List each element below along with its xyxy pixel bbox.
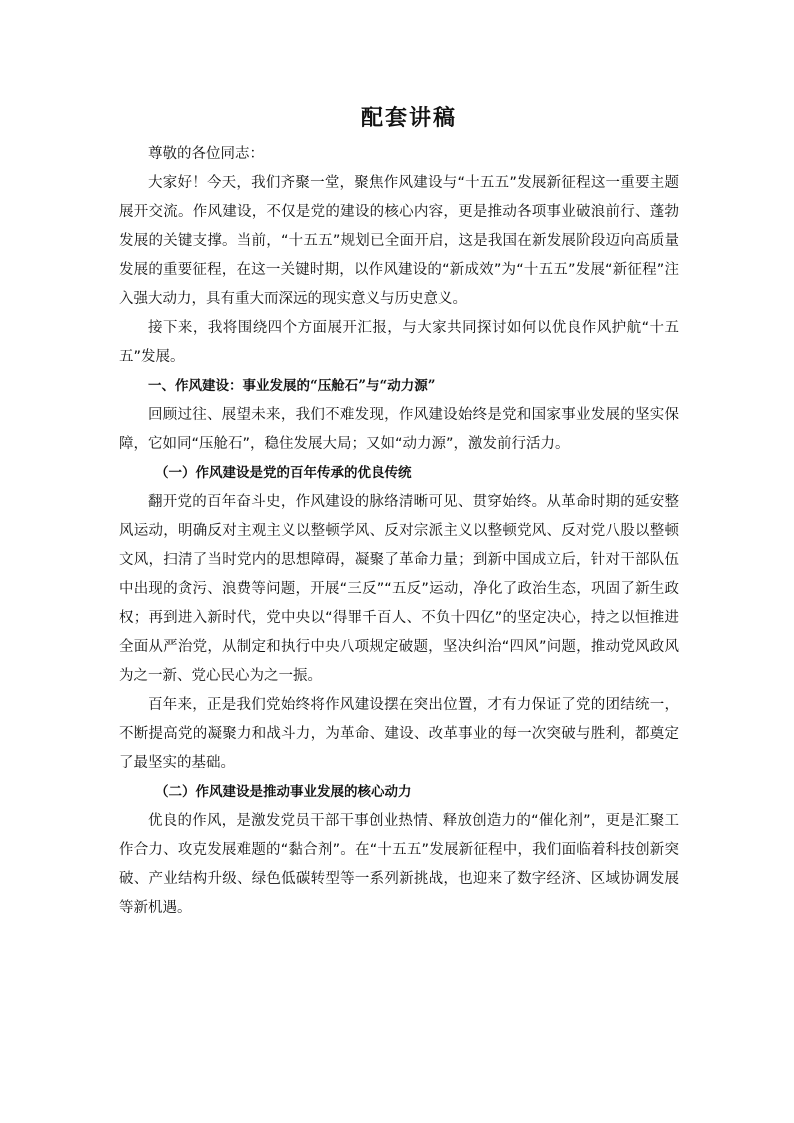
driving-force-paragraph: 优良的作风，是激发党员干部干事创业热情、释放创造力的“催化剂”，更是汇聚工作合力、攻克发展难题的“黏合剂”。在“十五五”发展新征程中，我们面临着科技创新突破、产业结构升级、绿色低碳转型等一系列新挑战，也迎来了数字经济、区域协调发展等新机遇。 bbox=[119, 813, 679, 916]
subsection-heading-2: （二）作风建设是推动事业发展的核心动力 bbox=[155, 784, 412, 800]
outline-paragraph: 接下来，我将围绕四个方面展开汇报，与大家共同探讨如何以优良作风护航“十五五”发展。 bbox=[119, 320, 679, 365]
century-paragraph: 百年来，正是我们党始终将作风建设摆在突出位置，才有力保证了党的团结统一，不断提高党的凝聚力和战斗力，为革命、建设、改革事业的每一次突破与胜利，都奠定了最坚实的基础。 bbox=[119, 697, 679, 771]
subsection-heading-1: （一）作风建设是党的百年传承的优良传统 bbox=[155, 465, 412, 481]
salutation: 尊敬的各位同志： bbox=[148, 146, 264, 162]
page-title: 配套讲稿 bbox=[360, 105, 457, 131]
intro-paragraph: 大家好！今天，我们齐聚一堂，聚焦作风建设与“十五五”发展新征程这一重要主题展开交流。作风建设，不仅是党的建设的核心内容，更是推动各项事业破浪前行、蓬勃发展的关键支撑。当前，“十五五”规划已全面开启，这是我国在新发展阶段迈向高质量发展的重要征程，在这一关键时期，以作风建设的“新成效”为“十五五”发展“新征程”注入强大动力，具有重大而深远的现实意义与历史意义。 bbox=[119, 175, 679, 307]
section-heading-1: 一、作风建设：事业发展的“压舱石”与“动力源” bbox=[148, 378, 436, 394]
document-body bbox=[119, 100, 679, 923]
section-1-paragraph: 回顾过往、展望未来，我们不难发现，作风建设始终是党和国家事业发展的坚实保障，它如同“压舱石”，稳住发展大局；又如“动力源”，激发前行活力。 bbox=[119, 407, 679, 452]
history-paragraph: 翻开党的百年奋斗史，作风建设的脉络清晰可见、贯穿始终。从革命时期的延安整风运动，明确反对主观主义以整顿学风、反对宗派主义以整顿党风、反对党八股以整顿文风，扫清了当时党内的思想障碍，凝聚了革命力量；到新中国成立后，针对干部队伍中出现的贪污、浪费等问题，开展“三反”“五反”运动，净化了政治生态，巩固了新生政权；再到进入新时代，党中央以“得罪千百人、不负十四亿”的坚定决心，持之以恒推进全面从严治党，从制定和执行中央八项规定破题，坚决纠治“四风”问题，推动党风政风为之一新、党心民心为之一振。 bbox=[119, 494, 679, 684]
